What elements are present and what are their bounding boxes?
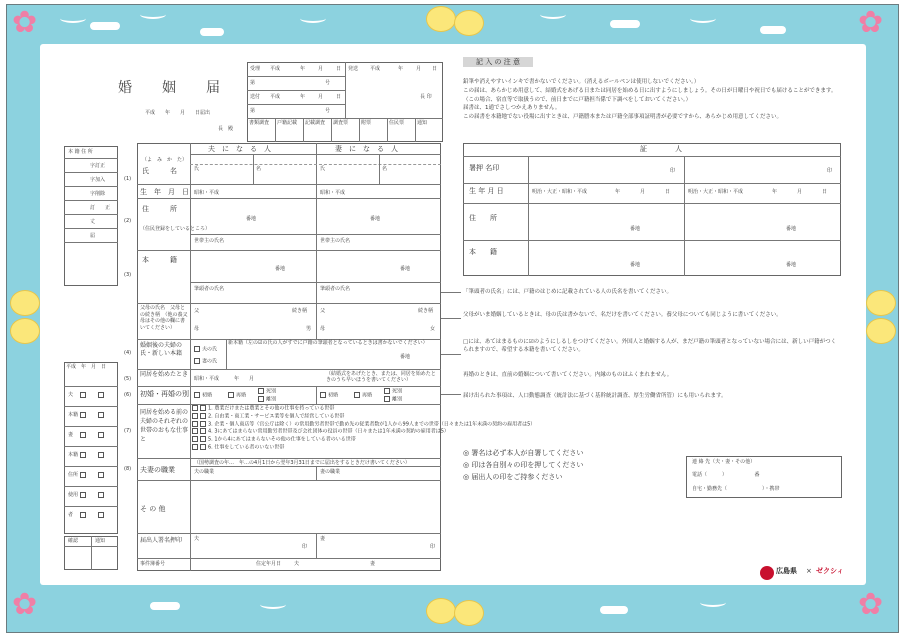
sidebox-row-label: 夫 (68, 392, 74, 398)
cloud-decoration (150, 602, 180, 610)
flower-decoration-bottom-right: ✿ (858, 587, 884, 622)
addressee: 長 殿 (218, 126, 234, 132)
hiroshima-logo-icon (760, 566, 774, 580)
lemon-decoration-bottom-2 (454, 600, 484, 626)
bride-signature-field[interactable] (316, 534, 440, 556)
wave-decoration (260, 600, 286, 609)
field-note: 「筆頭者の氏名」には、戸籍のはじめに記載されている人の氏名を書いてください。 (463, 289, 673, 295)
work-option-row[interactable]: 4. 3にあてはまらない常用勤労者世帯及び会社団体の役員の世帯（日々または1年未満の契約の雇用者は5） (192, 428, 440, 436)
parents-label: 父母の氏名 父母との続き柄 （他の養父母はその他の欄に書いてください） (140, 305, 188, 331)
lemon-decoration-top (426, 6, 456, 32)
occupation-note: （国勢調査の年… 年…の4月1日から翌年3月31日までに届出をするときだけ書いてください） (194, 460, 410, 466)
review-stamp-label: 住民票 (389, 120, 405, 126)
address-note: （住民登録をしているところ） (140, 226, 211, 232)
work-options-list (192, 405, 536, 452)
sidebox-checkbox[interactable] (80, 492, 86, 498)
new-honseki-note: 新本籍（左の☑の氏の人がすでに戸籍の筆頭者となっているときは書かないでください） (228, 340, 428, 346)
chou-in: 長 印 (420, 94, 432, 100)
wife-surname-option[interactable]: 妻の氏 (194, 358, 217, 365)
cloud-decoration (200, 28, 224, 36)
sidebox-checkbox[interactable] (80, 412, 86, 418)
sidebox-checkbox[interactable] (98, 452, 104, 458)
note-line: 届書は、1通でさしつかえありません。 (463, 105, 561, 112)
correction-box-label: 丈 (90, 219, 96, 225)
wave-decoration (690, 14, 716, 23)
sidebox-row-label: 妻 (68, 432, 74, 438)
case-number-label: 事件簿番号 (140, 561, 166, 567)
birth-label: 生 年 月 日 (140, 188, 189, 196)
contact-phone-type: 自宅・勤務先（ ）・携帯 (692, 486, 780, 492)
bride-first-marriage[interactable]: 初婚 (320, 392, 338, 399)
correction-box-label: 字削除 (90, 191, 106, 197)
honseki-label: 本 籍 (142, 256, 177, 264)
filing-date-line: 平成 年 月 日届出 (145, 110, 211, 116)
form-background: ✿ ✿ ✿ ✿ 婚 姻 届 平成 年 月 日届出 長 殿 受理 平成 年 月 日 第 号 送付 平成 年 月 日 第 号 発送 平成 年 月 日 長 印 書類調査 戸籍記載 記載調査 調査票 附票 住民票 通知 本 籍 住 所 字訂正 字加入 字削除 訂 正 丈 届 夫 に な る 人 妻 に な る 人 （よ み か た） 氏 名 氏 名 氏 名 (1) 生 年 月 日 昭和・平成 昭和・平成 住 所 （住民登録をしているところ） (2) 番地 番地 世帯主の氏名 世帯主の氏名 本 籍 (3) 番地 番地 筆頭者の氏名 筆頭者の氏名 父母の氏名 父母との続き柄 （他の養父母はその他の欄に書いてください） 父 母 続き柄 父 母 続き柄 男 女 婚姻後の夫婦の氏・新しい本籍 (4) 夫の氏 妻の氏 新本籍（左の☑の氏の人がすでに戸籍の筆頭者となっているときは書かないでください） 番地 同居を始めたとき (5) 昭和・平成 年 月 （結婚式をあげたとき、または、同居を始めたときのうち早いほうを書いてください） 初婚・再婚の別 (6) 初婚 再婚 死別 離別 初婚 再婚 死別 離別 同居を始める前の夫婦のそれぞれの世帯のおもな仕事と (7) 1. 農業だけまたは農業とその他の仕事を持っている世帯 2. 自由業・商工業・サービス業等を個人で経営している世帯 3. 企業・個人商店等（官公庁は除く）の常用勤労者世帯で勤め先の従業者数が1人から99人までの世帯（日々または1年未満の契約の雇用者は5） 4. 3にあてはまらない常用勤労者世帯及び会社団体の役員の世帯（日々または1年未満の契約の雇用者は5） 5. 1から4にあてはまらないその他の仕事をしている者のいる世帯 6. 仕事をしている者のいない世帯 夫妻の職業 (8) （国勢調査の年… 年…の4月1日から翌年3月31日までに届出をするときだけ書いてください） 夫の職業 妻の職業 そ の 他 届出人署名押印 夫 印 妻 印 事件簿番号 住定年月日 夫 妻 平成 年 月 日 夫 本籍 妻 本籍 住所 使用 者 確認 通知 記 入 の 注 意 鉛筆や消えやすいインキで書かないでください。（消えるボールペンは使用しないでください。） この届は、あらかじめ用意して、結婚式をあげる日または同居を始める日に出すようにしましょう。その日が日曜日や祝日でも届けることができます。（この場合、宿直等で取扱うので、前日までに戸籍担当係で下調べをしておいてください。） 届書は、1通でさしつかえありません。 この届書を本籍地でない役場に出すときは、戸籍謄本または戸籍全部事項証明書が必要ですから、あらかじめ用意してください。 証 人 署押 名印 生 年 月 日 住 所 本 籍 印 印 明治・大正・昭和・平成 年 月 日 明治・大正・昭和・平成 年 月 日 番地 番地 番地 番地 「筆頭者の氏名」には、戸籍のはじめに記載されている人の氏名を書いてください。 父母がいま婚姻しているときは、母の氏は書かないで、名だけを書いてください。養父母についても同じように書いてください。 □には、あてはまるものに☑のようにしるしをつけてください。外国人と婚姻する人が、まだ戸籍の筆頭者となっていない場合には、新しい戸籍がつくられますので、希望する本籍を書いてください。 再婚のときは、直前の婚姻について書いてください。内縁のものはふくまれません。 届け出られた事項は、人口動態調査（統計法に基づく基幹統計調査、厚生労働省所管）にも用いられます。 ◎ 署名は必ず本人が自署してください ◎ 印は各自別々の印を押してください ◎ 届出人の印をご持参ください 連 絡 先（夫・妻・その他） 電話（ ） 番 自宅・勤務先（ ）・携帯 広島県 × ゼクシィ (0, 0, 905, 637)
work-option-row[interactable]: 1. 農業だけまたは農業とその他の仕事を持っている世帯 (192, 405, 440, 413)
sidebox-checkbox[interactable] (80, 512, 86, 518)
flower-decoration-top-left: ✿ (12, 5, 38, 40)
bullet-icon: ◎ (463, 460, 472, 469)
setai-label: 世帯主の氏名 (194, 238, 225, 244)
other-label: そ の 他 (140, 505, 166, 513)
sidebox-checkbox[interactable] (98, 472, 104, 478)
wave-decoration (140, 10, 166, 19)
reminder-item: ◎ 届出人の印をご持参ください (463, 472, 563, 481)
correction-box-label: 字加入 (90, 177, 106, 183)
signature-label: 届出人署名押印 (140, 537, 183, 544)
bride-header: 妻 に な る 人 (335, 145, 398, 153)
lemon-decoration-left (10, 290, 40, 316)
lemon-decoration-right-2 (866, 318, 896, 344)
review-stamp-label: 附票 (361, 120, 372, 126)
flower-decoration-top-right: ✿ (858, 5, 884, 40)
notes-list (463, 78, 841, 122)
review-stamp-label: 通知 (417, 120, 428, 126)
hittousha-label: 筆頭者の氏名 (194, 286, 225, 292)
witness-row-label: 本 籍 (469, 248, 497, 256)
contact-phone: 電話（ ） 番 (692, 472, 760, 478)
contact-title: 連 絡 先（夫・妻・その他） (692, 459, 756, 465)
witness1-signature-field[interactable] (530, 158, 680, 182)
logo-text: 広島県 (776, 567, 797, 575)
review-stamp-label: 調査票 (333, 120, 349, 126)
name-label: 氏 名 (142, 167, 177, 175)
lemon-decoration-bottom (426, 598, 456, 624)
groom-signature-field[interactable] (190, 534, 316, 556)
review-stamp-label: 戸籍記載 (277, 120, 298, 126)
correction-box-label: 本 籍 住 所 (68, 149, 93, 155)
work-option-row[interactable]: 3. 企業・個人商店等（官公庁は除く）の常用勤労者世帯で勤め先の従業者数が1人から99人までの世帯（日々または1年未満の契約の雇用者は5） (192, 421, 440, 429)
sidebox-checkbox[interactable] (80, 452, 86, 458)
reminder-item: ◎ 署名は必ず本人が自署してください (463, 449, 584, 457)
correction-box-label: 字訂正 (90, 163, 106, 169)
cloud-decoration (600, 606, 628, 614)
correction-box-label: 訂 正 (90, 205, 111, 211)
sidebox-date: 平成 年 月 日 (66, 364, 107, 370)
field-notes-list (463, 288, 841, 401)
sidebox-checkbox[interactable] (80, 392, 86, 398)
new-honseki-label: 婚姻後の夫婦の氏・新しい本籍 (140, 342, 183, 358)
cohabitation-label: 同居を始めたとき (140, 371, 189, 378)
note-line: 鉛筆や消えやすいインキで書かないでください。（消えるボールペンは使用しないでください。） (463, 79, 700, 85)
groom-remarriage[interactable]: 再婚 (228, 392, 246, 399)
sidebox-checkbox[interactable] (80, 432, 86, 438)
field-note: 届け出られた事項は、人口動態調査（統計法に基づく基幹統計調査、厚生労働省所管）にも用いられます。 (463, 392, 727, 399)
witness2-signature-field[interactable] (686, 158, 836, 182)
notes-title: 記 入 の 注 意 (463, 57, 533, 67)
wave-decoration (540, 10, 566, 19)
bullet-icon: ◎ (463, 449, 472, 457)
furigana-label: （よ み か た） (142, 157, 188, 163)
marriage-count-label: 初婚・再婚の別 (140, 390, 189, 398)
sidebox-checkbox[interactable] (98, 492, 104, 498)
work-option-row[interactable]: 6. 仕事をしている者のいない世帯 (192, 444, 440, 452)
review-stamp-label: 書類調査 (249, 120, 270, 126)
cloud-decoration (760, 26, 786, 34)
sidebox-checkbox[interactable] (98, 432, 104, 438)
witness-row-label: 住 所 (469, 214, 497, 222)
flower-decoration-bottom-left: ✿ (12, 587, 38, 622)
sidebox-row-label: 住所 (68, 472, 79, 478)
witness-row-label: 生 年 月 日 (469, 187, 504, 195)
bride-remarriage[interactable]: 再婚 (354, 392, 372, 399)
hakko-label: 発送 (348, 66, 359, 72)
occupation-label: 夫妻の職業 (140, 466, 175, 474)
receipt-label: 受理 (250, 66, 261, 72)
lemon-decoration-top-2 (454, 10, 484, 36)
note-line: この届は、あらかじめ用意して、結婚式をあげる日または同居を始める日に出すようにしましょう。その日が日曜日や祝日でも届けることができます。（この場合、宿直等で取扱うので、前日までに戸籍担当係で下調べをしておいてください。） (463, 87, 837, 103)
wave-decoration (300, 14, 326, 23)
sidebox-checkbox[interactable] (98, 392, 104, 398)
cloud-decoration (90, 22, 120, 30)
partner-logo: ゼクシィ (816, 567, 844, 575)
cohabitation-note: （結婚式をあげたとき、または、同居を始めたときのうち早いほうを書いてください） (326, 371, 436, 383)
lemon-decoration-left-2 (10, 318, 40, 344)
field-note: 再婚のときは、直前の婚姻について書いてください。内縁のものはふくまれません。 (463, 372, 673, 379)
cloud-decoration (610, 20, 640, 28)
field-note: □には、あてはまるものに☑のようにしるしをつけてください。外国人と婚姻する人が、まだ戸籍の筆頭者となっていない場合には、新しい戸籍がつくられますので、希望する本籍を書いてください。 (463, 338, 837, 354)
wave-decoration (60, 14, 86, 23)
sidebox-row-label: 本籍 (68, 412, 79, 418)
sidebox-checkbox[interactable] (98, 412, 104, 418)
work-option-row[interactable]: 2. 自由業・商工業・サービス業等を個人で経営している世帯 (192, 413, 440, 421)
sidebox-checkbox[interactable] (80, 472, 86, 478)
form-title: 婚 姻 届 (118, 80, 228, 96)
sidebox-row-label: 本籍 (68, 452, 79, 458)
note-line: この届書を本籍地でない役場に出すときは、戸籍謄本または戸籍全部事項証明書が必要ですから、あらかじめ用意してください。 (463, 114, 783, 121)
sidebox-row-label: 者 (68, 512, 74, 518)
work-option-row[interactable]: 5. 1から4にあてはまらないその他の仕事をしている者のいる世帯 (192, 436, 440, 444)
wave-decoration (700, 598, 726, 607)
husband-surname-option[interactable]: 夫の氏 (194, 346, 217, 353)
lemon-decoration-right (866, 290, 896, 316)
address-label: 住 所 (142, 205, 177, 213)
field-note: 父母がいま婚姻しているときは、母の氏は書かないで、名だけを書いてください。養父母についても同じように書いてください。 (463, 311, 782, 318)
sent-label: 送付 (250, 94, 261, 100)
witness-row-label: 署押 名印 (469, 164, 500, 172)
groom-first-marriage[interactable]: 初婚 (194, 392, 212, 399)
review-stamps-row (247, 118, 443, 142)
witness-header: 証 人 (640, 145, 682, 153)
groom-header: 夫 に な る 人 (208, 145, 271, 153)
bullet-icon: ◎ (463, 472, 472, 481)
review-stamp-label: 記載調査 (305, 120, 326, 126)
sidebox-row-label: 使用 (68, 492, 79, 498)
sidebox-checkbox[interactable] (98, 512, 104, 518)
work-label: 同居を始める前の夫婦のそれぞれの世帯のおもな仕事と (140, 409, 189, 443)
correction-box-label: 届 (90, 233, 96, 239)
reminders-list (463, 448, 673, 484)
reminder-item: ◎ 印は各自別々の印を押してください (463, 460, 584, 469)
